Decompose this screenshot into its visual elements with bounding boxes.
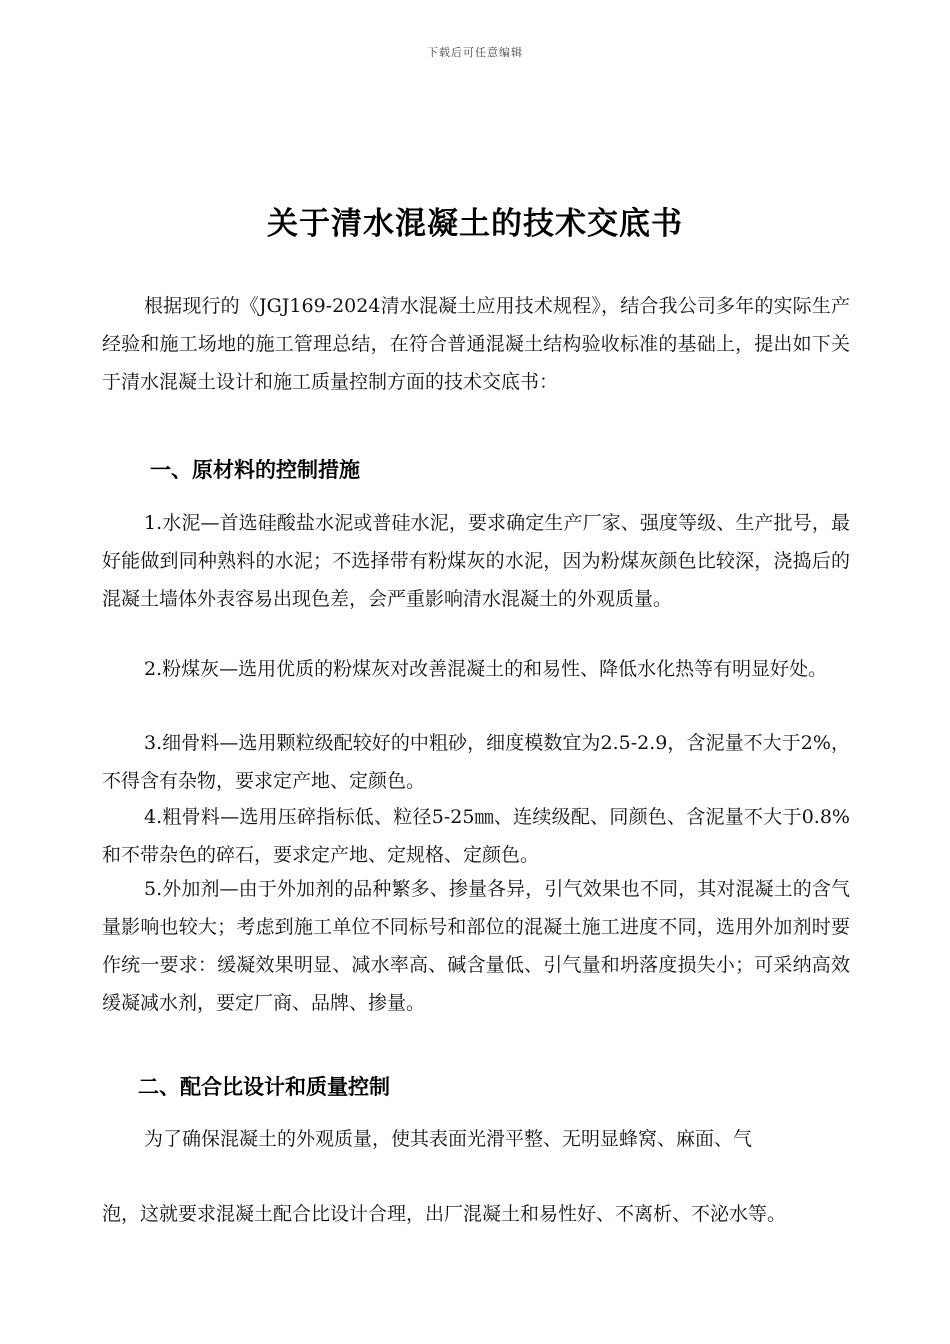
- list-item-fine-aggregate: 3.细骨料—选用颗粒级配较好的中粗砂，细度模数宜为2.5-2.9，含泥量不大于2%，不得含有杂物，要求定产地、定颜色。: [102, 732, 850, 792]
- section2-paragraph-line2: 泡，这就要求混凝土配合比设计合理，出厂混凝土和易性好、不离析、不泌水等。: [102, 1203, 787, 1225]
- list-item-admixture: 5.外加剂—由于外加剂的品种繁多、掺量各异，引气效果也不同，其对混凝土的含气量影响也较大；考虑到施工单位不同标号和部位的混凝土施工进度不同，选用外加剂时要作统一要求：缓凝效果明显、减水率高、碱含量低、引气量和坍落度损失小；可采纳高效缓凝减水剂，要定厂商、品牌、掺量。: [102, 878, 850, 1014]
- intro-paragraph: 根据现行的《JGJ169-2024清水混凝土应用技术规程》，结合我公司多年的实际生产经验和施工场地的施工管理总结，在符合普通混凝土结构验收标准的基础上，提出如下关于清水混凝土设计和施工质量控制方面的技术交底书：: [102, 295, 850, 393]
- document-title: 关于清水混凝土的技术交底书: [267, 206, 683, 242]
- list-item-coarse-aggregate: 4.粗骨料—选用压碎指标低、粒径5-25㎜、连续级配、同颜色、含泥量不大于0.8%和不带杂色的碎石，要求定产地、定规格、定颜色。: [102, 806, 850, 866]
- list-item-cement: 1.水泥—首选硅酸盐水泥或普硅水泥，要求确定生产厂家、强度等级、生产批号，最好能做到同种熟料的水泥；不选择带有粉煤灰的水泥，因为粉煤灰颜色比较深，浇捣后的混凝土墙体外表容易出现色差，会严重影响清水混凝土的外观质量。: [102, 512, 850, 610]
- list-item-fly-ash: 2.粉煤灰—选用优质的粉煤灰对改善混凝土的和易性、降低水化热等有明显好处。: [144, 658, 828, 680]
- section2-paragraph-line1: 为了确保混凝土的外观质量，使其表面光滑平整、无明显蜂窝、麻面、气: [144, 1128, 753, 1150]
- header-note: 下载后可任意编辑: [427, 46, 523, 59]
- section-heading-1: 一、原材料的控制措施: [150, 458, 360, 482]
- section-heading-2: 二、配合比设计和质量控制: [138, 1075, 390, 1099]
